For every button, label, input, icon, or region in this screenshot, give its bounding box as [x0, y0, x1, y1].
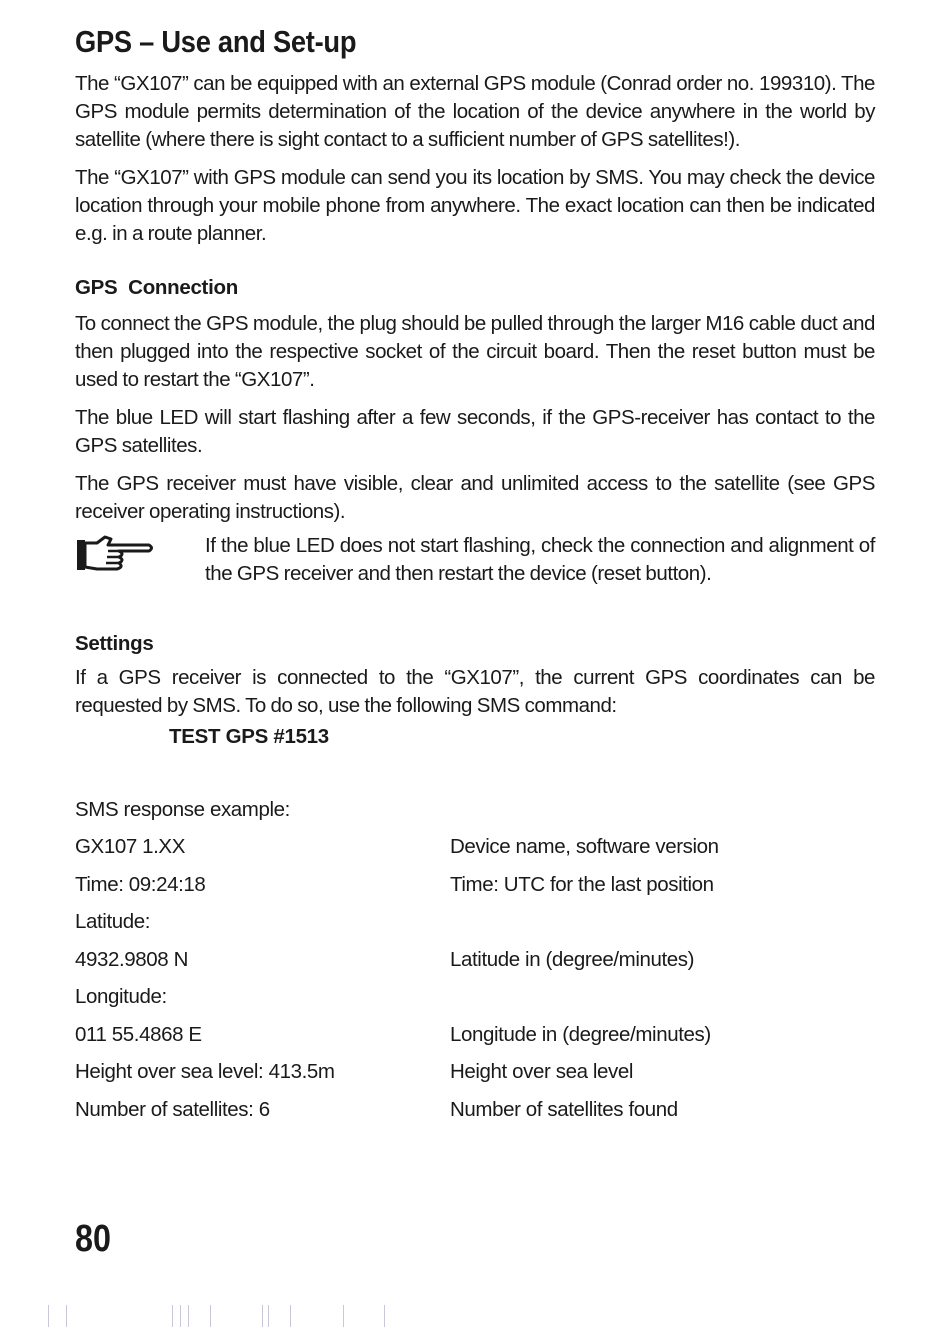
response-row [75, 1096, 875, 1134]
section-heading-gps-connection: GPS Connection [75, 276, 238, 299]
response-description [450, 908, 875, 946]
response-value: Height over sea level: 413.5m [75, 1060, 335, 1083]
pointing-hand-icon [75, 532, 205, 588]
response-value: Longitude: [75, 985, 167, 1008]
response-row [75, 983, 875, 1021]
response-description: Height over sea level [450, 1060, 634, 1083]
intro-paragraph-1: The “GX107” can be equipped with an external GPS module (Conrad order no. 199310). The GPS module permits determination of the location of the device anywhere in the world by satellite (where there is sight contact to a sufficient number of GPS satellites!). [75, 72, 875, 151]
response-value: Latitude: [75, 910, 151, 933]
response-description: Longitude in (degree/minutes) [450, 1022, 711, 1046]
page-title: GPS – Use and Set-up [75, 24, 357, 59]
response-description: Latitude in (degree/minutes) [450, 947, 695, 971]
response-row [75, 1058, 875, 1096]
page-number: 80 [75, 1218, 111, 1260]
response-description: Time: UTC for the last position [450, 872, 714, 896]
note-block [75, 532, 875, 588]
response-value: 011 55.4868 E [75, 1022, 202, 1046]
response-value: GX107 1.XX [75, 835, 185, 858]
response-value: 4932.9808 N [75, 947, 189, 971]
response-description: Device name, software version [450, 835, 719, 858]
connection-paragraph-1: To connect the GPS module, the plug should be pulled through the larger M16 cable duct and then plugged into the respective socket of the circuit board. Then the reset button must be used to restart the “GX107”. [75, 312, 875, 391]
response-row [75, 833, 875, 871]
response-row [75, 1021, 875, 1059]
connection-paragraph-3: The GPS receiver must have visible, clear and unlimited access to the satellite (see GPS receiver operating instructions). [75, 472, 875, 523]
response-row [75, 908, 875, 946]
intro-paragraph-2: The “GX107” with GPS module can send you its location by SMS. You may check the device location through your mobile phone from anywhere. The exact location can then be indicated e.g. in a route planner. [75, 166, 875, 245]
response-row [75, 946, 875, 984]
document-page [75, 24, 875, 1133]
connection-paragraph-2: The blue LED will start flashing after a few seconds, if the GPS-receiver has contact to the GPS satellites. [75, 406, 875, 457]
sms-response-intro: SMS response example: [75, 798, 290, 821]
sms-response-table [75, 833, 875, 1133]
note-text: If the blue LED does not start flashing, check the connection and alignment of the GPS receiver and then restart the device (reset button). [205, 534, 875, 585]
print-registration-marks [40, 1305, 460, 1329]
sms-command: TEST GPS #1513 [169, 725, 329, 748]
response-description [450, 983, 875, 1021]
section-heading-settings: Settings [75, 632, 154, 655]
response-value: Time: 09:24:18 [75, 872, 206, 896]
response-row [75, 871, 875, 909]
response-value: Number of satellites: 6 [75, 1097, 270, 1121]
response-description: Number of satellites found [450, 1097, 678, 1121]
settings-paragraph: If a GPS receiver is connected to the “GX107”, the current GPS coordinates can be requested by SMS. To do so, use the following SMS command: [75, 666, 875, 717]
